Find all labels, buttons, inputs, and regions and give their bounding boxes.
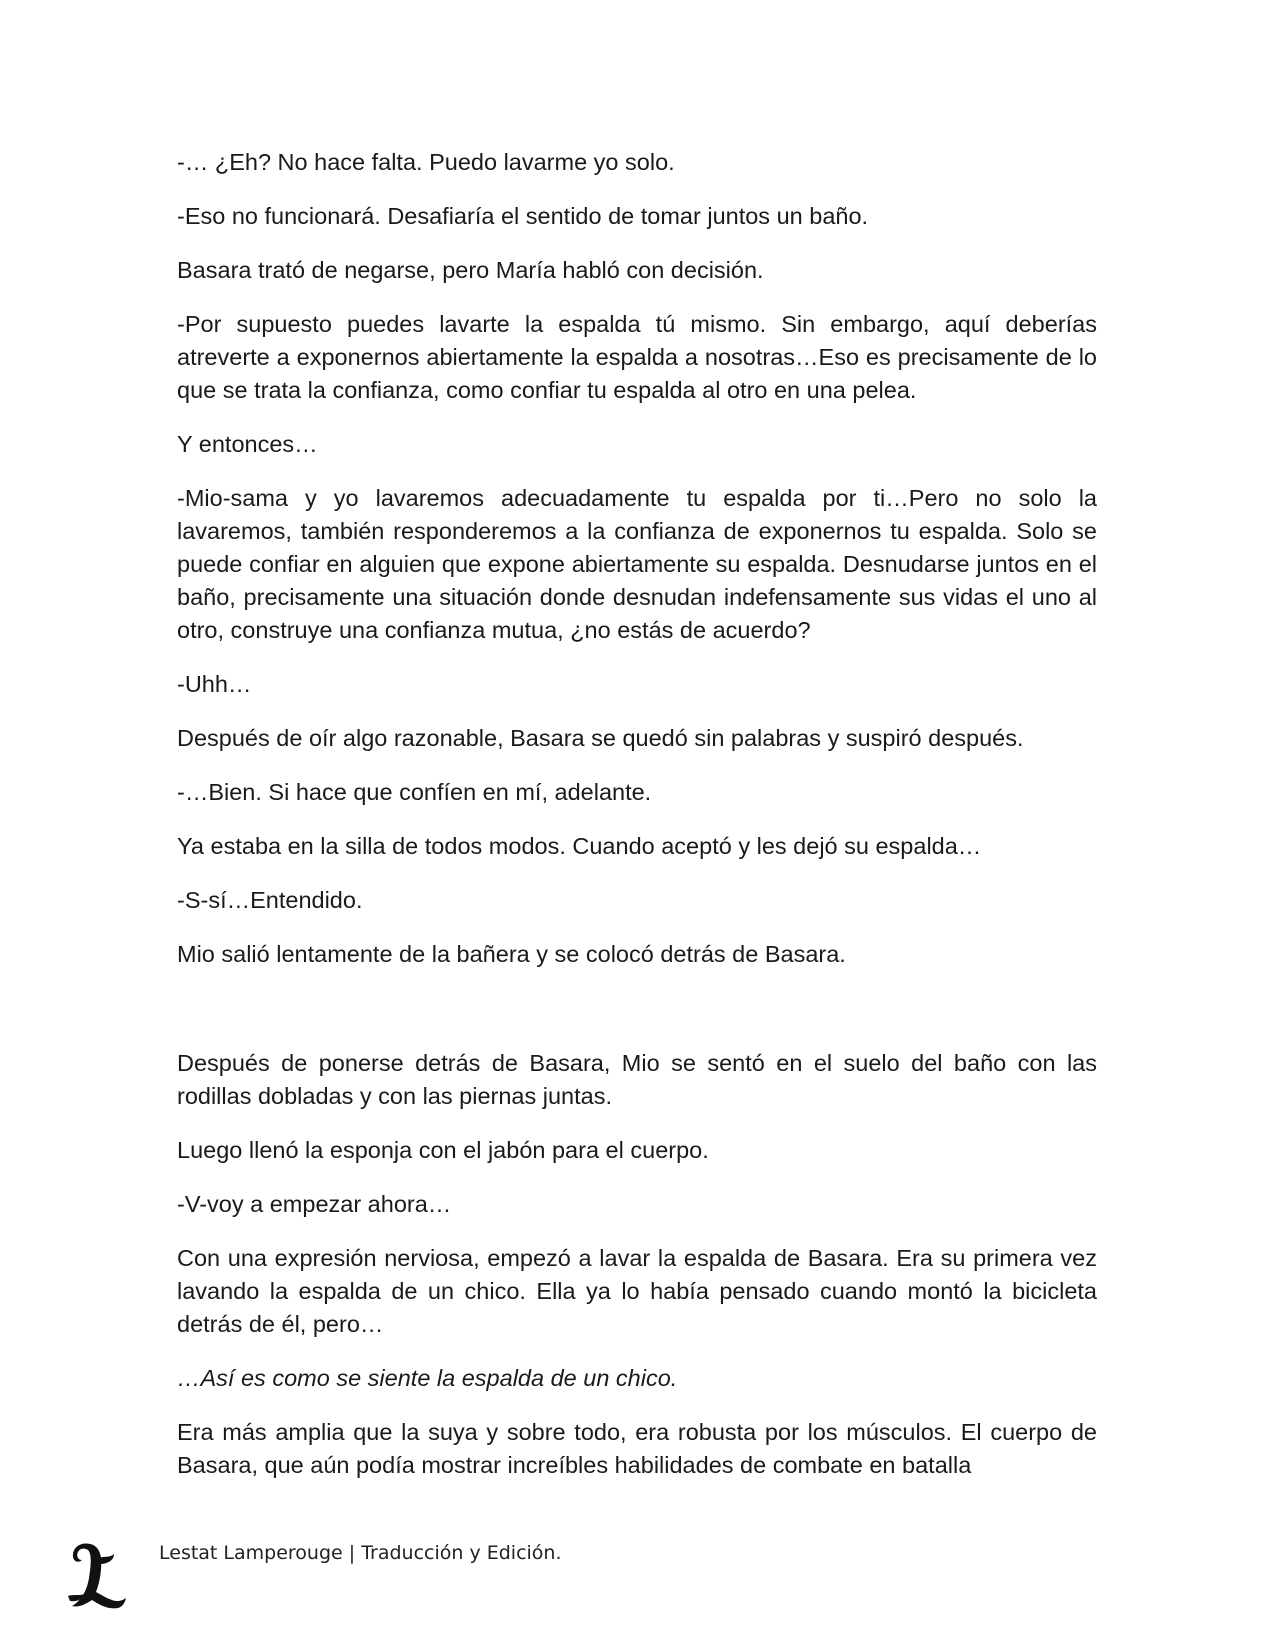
paragraph: Era más amplia que la suya y sobre todo, era robusta por los músculos. El cuerpo de Basara, que aún podía mostrar increíbles habilidades de combate en batalla: [177, 1419, 1097, 1478]
paragraph: Ya estaba en la silla de todos modos. Cuando aceptó y les dejó su espalda…: [177, 833, 982, 859]
body-text: [177, 146, 1097, 1503]
paragraph: -S-sí…Entendido.: [177, 887, 363, 913]
paragraph: Con una expresión nerviosa, empezó a lavar la espalda de Basara. Era su primera vez lavando la espalda de un chico. Ella ya lo había pensado cuando montó la bicicleta detrás de él, pero…: [177, 1245, 1097, 1337]
paragraph: -…Bien. Si hace que confíen en mí, adelante.: [177, 779, 652, 805]
paragraph: -Uhh…: [177, 671, 252, 697]
section-break: [177, 992, 1097, 1047]
page-footer: [64, 1538, 664, 1618]
paragraph: -Por supuesto puedes lavarte la espalda tú mismo. Sin embargo, aquí deberías atreverte a exponernos abiertamente la espalda a nosotras…Eso es precisamente de lo que se trata la confianza, como confiar tu espalda al otro en una pelea.: [177, 311, 1097, 403]
paragraph: Después de ponerse detrás de Basara, Mio se sentó en el suelo del baño con las rodillas dobladas y con las piernas juntas.: [177, 1050, 1097, 1109]
paragraph: Luego llenó la esponja con el jabón para el cuerpo.: [177, 1137, 709, 1163]
paragraph: -… ¿Eh? No hace falta. Puedo lavarme yo solo.: [177, 149, 675, 175]
paragraph: -V-voy a empezar ahora…: [177, 1191, 452, 1217]
paragraph: Mio salió lentamente de la bañera y se colocó detrás de Basara.: [177, 941, 846, 967]
paragraph: -Eso no funcionará. Desafiaría el sentido de tomar juntos un baño.: [177, 203, 869, 229]
translator-credit: Lestat Lamperouge | Traducción y Edición.: [159, 1542, 562, 1564]
gothic-l-logo-icon: [64, 1538, 128, 1614]
paragraph: -Mio-sama y yo lavaremos adecuadamente tu espalda por ti…Pero no solo la lavaremos, también responderemos a la confianza de exponernos tu espalda. Solo se puede confiar en alguien que expone abiertamente su espalda. Desnudarse juntos en el baño, precisamente una situación donde desnudan indefensamente sus vidas el uno al otro, construye una confianza mutua, ¿no estás de acuerdo?: [177, 485, 1097, 643]
paragraph: Basara trató de negarse, pero María habló con decisión.: [177, 257, 764, 283]
paragraph: Y entonces…: [177, 431, 318, 457]
paragraph: Después de oír algo razonable, Basara se quedó sin palabras y suspiró después.: [177, 725, 1024, 751]
paragraph-italic: …Así es como se siente la espalda de un chico.: [177, 1365, 678, 1391]
